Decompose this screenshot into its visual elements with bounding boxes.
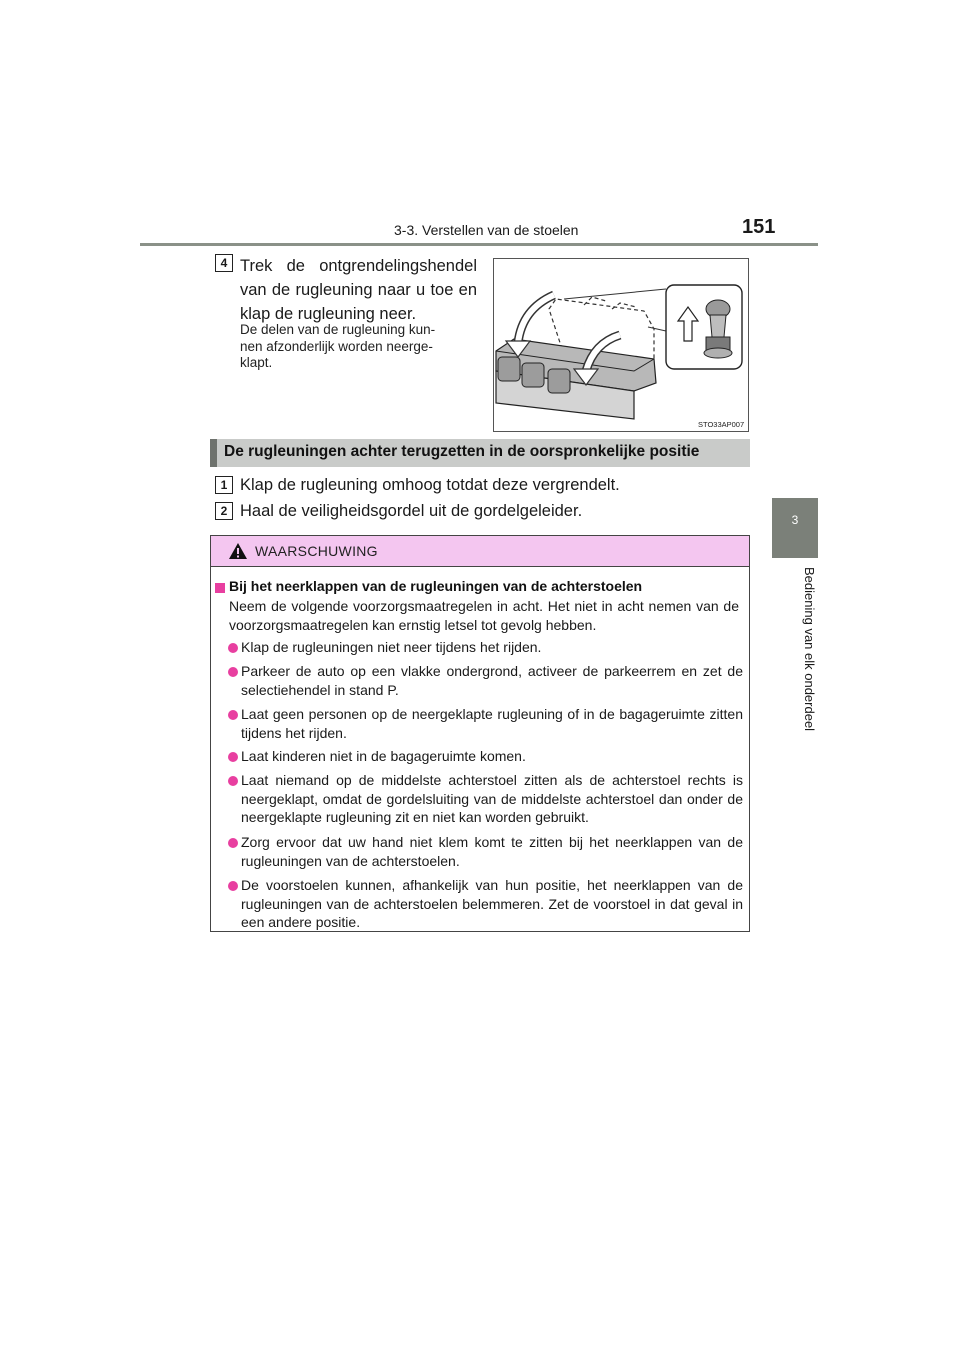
warning-item: Laat niemand op de middelste achterstoel zitten als de achterstoel rechts is neergeklapt, omdat de gordelsluiting van de middelste achterstoel dan onder de neergeklapte rugleuning zit en niet kan worden gebruikt.	[241, 772, 743, 825]
step-4-note-line: nen afzonderlijk worden neerge-	[240, 338, 433, 354]
step-4-instruction: Trek de ontgrendelingshendel van de rugleuning naar u toe en klap de rugleuning neer.	[240, 257, 477, 323]
step-badge-2: 2	[215, 502, 233, 520]
step-4-note-line: De delen van de rugleuning kun-	[240, 322, 436, 337]
warning-item: Parkeer de auto op een vlakke ondergrond, activeer de parkeerrem en zet de selectiehendel in stand P.	[241, 663, 743, 698]
page-number: 151	[742, 216, 776, 238]
section-heading-text: De rugleuningen achter terugzetten in de oorspronkelijke positie	[224, 443, 700, 460]
release-lever-callout	[666, 285, 742, 369]
chapter-tab: 3	[772, 498, 818, 558]
headrest	[498, 357, 520, 381]
warning-header	[211, 536, 749, 567]
bullet-dot	[228, 776, 238, 786]
headrest	[548, 369, 570, 393]
bullet-dot	[228, 752, 238, 762]
warning-heading: Bij het neerklappen van de rugleuningen van de achterstoelen	[229, 578, 643, 594]
header-section-title: 3-3. Verstellen van de stoelen	[394, 222, 579, 238]
bullet-dot	[228, 643, 238, 653]
warning-item: De voorstoelen kunnen, afhankelijk van hun positie, het neerklappen van de rugleuningen van de achterstoelen belemmeren. Zet de voorstoel in dat geval in een andere positie.	[241, 877, 743, 930]
warning-item: Zorg ervoor dat uw hand niet klem komt te zitten bij het neerklappen van de rugleuningen van de achterstoelen.	[241, 834, 743, 869]
header-divider	[140, 243, 818, 246]
step-2-instruction: Haal de veiligheidsgordel uit de gordelgeleider.	[240, 502, 583, 520]
illustration-code: STO33AP007	[698, 420, 745, 429]
bullet-dot	[228, 710, 238, 720]
bullet-dot	[228, 881, 238, 891]
warning-item: Laat geen personen op de neergeklapte rugleuning of in de bagageruimte zitten tijdens het rijden.	[241, 706, 743, 741]
bullet-dot	[228, 838, 238, 848]
warning-title: WAARSCHUWING	[255, 543, 378, 559]
seat-fold-illustration	[493, 258, 749, 432]
warning-intro: Neem de volgende voorzorgsmaatregelen in acht. Het niet in acht nemen van de voorzorgsmaatregelen kan ernstig letsel tot gevolg hebben.	[229, 598, 739, 633]
warning-triangle-icon	[228, 542, 248, 560]
warning-item: Klap de rugleuningen niet neer tijdens het rijden.	[241, 639, 542, 655]
warning-item: Laat kinderen niet in de bagageruimte komen.	[241, 748, 526, 764]
chapter-tab-label: Bediening van elk onderdeel	[802, 567, 817, 732]
step-1-instruction: Klap de rugleuning omhoog totdat deze vergrendelt.	[240, 476, 620, 494]
step-4-note-line: klapt.	[240, 355, 273, 370]
bullet-dot	[228, 667, 238, 677]
step-4-note	[240, 322, 477, 372]
step-badge-4: 4	[215, 254, 233, 272]
section-heading	[210, 439, 750, 467]
warning-heading-marker	[215, 583, 225, 593]
step-badge-1: 1	[215, 476, 233, 494]
rear-seat-diagram	[494, 259, 748, 431]
headrest	[522, 363, 544, 387]
warning-box	[210, 535, 750, 932]
